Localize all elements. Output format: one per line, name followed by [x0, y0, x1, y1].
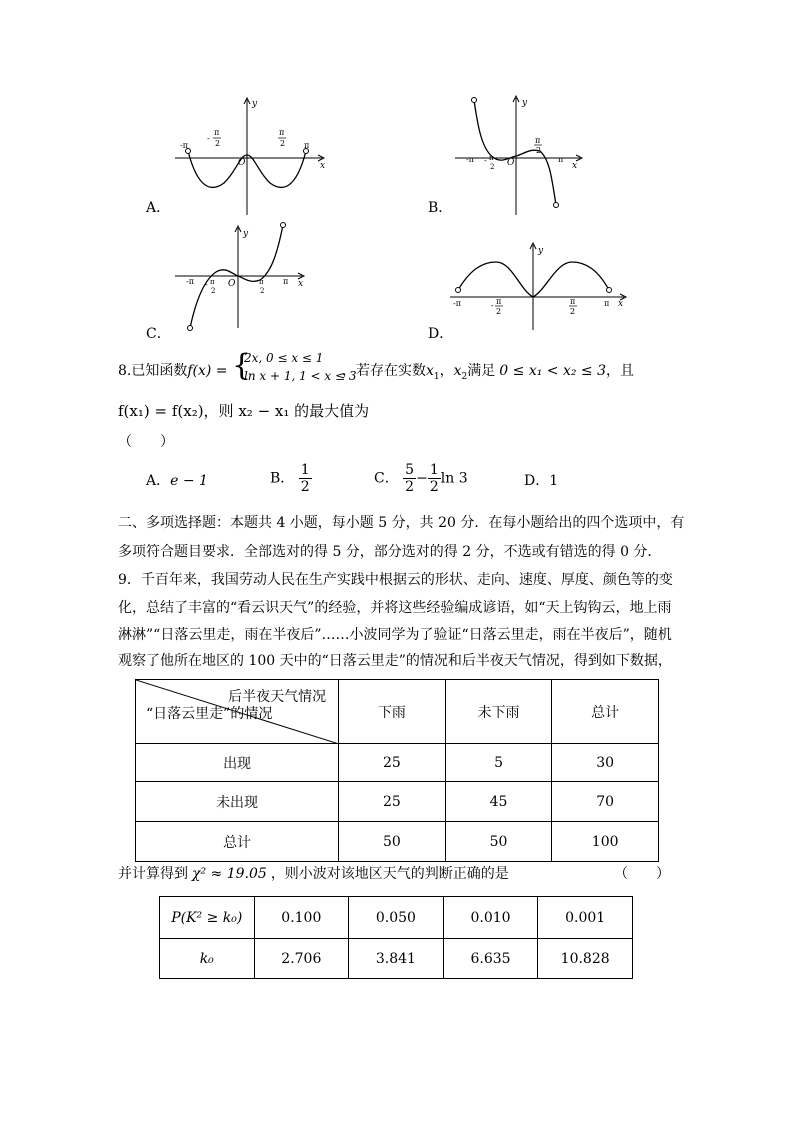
- graph-b-neg-half-den: 2: [490, 163, 495, 171]
- graph-c-x-label: x: [298, 279, 304, 289]
- q8-stem: [118, 361, 228, 383]
- q9-table-cell: 100: [552, 822, 659, 862]
- q8-fx: f(x) =: [187, 363, 228, 379]
- graph-a-neg-pi: -π: [180, 141, 188, 150]
- q8-option-b-numerator: 1: [300, 462, 310, 478]
- graph-d-neg-half-num: π: [496, 297, 502, 306]
- q8-option-c-tail: ln 3: [440, 470, 468, 487]
- section2-intro-line-2: 多项符合题目要求．全部选对的得 5 分，部分选对的得 2 分，不选或有错选的得 0 分．: [118, 544, 662, 560]
- graph-d-pi: π: [604, 299, 610, 308]
- q8-piecewise-brace: {: [232, 348, 252, 383]
- q9-table-cell: 50: [339, 822, 446, 862]
- q9-after-table: [118, 864, 509, 884]
- q9-table-row-label: 总计: [136, 822, 339, 862]
- q9-line-3: 淋淋”“日落云里走，雨在半夜后”……小波同学为了验证“日落云里走，雨在半夜后”，随机: [118, 627, 672, 643]
- q8-option-c-label: C．: [374, 470, 399, 487]
- q9-chi-square: χ² ≈ 19.05: [192, 866, 267, 882]
- q8-condition: 0 ≤ x₁ < x₂ ≤ 3: [499, 363, 607, 379]
- graph-d-half-num: π: [570, 297, 576, 306]
- graph-c-neg-half-num: π: [210, 278, 215, 286]
- graph-c-neg-half-minus: -: [205, 280, 208, 289]
- q8-prefix: 8.已知函数: [118, 363, 188, 379]
- q9-table-diag-top: 后半夜天气情况: [228, 689, 327, 705]
- q9-table-row-label: 出现: [136, 744, 339, 782]
- graph-c-y-label: y: [243, 229, 249, 239]
- graph-b-x-label: x: [572, 161, 578, 171]
- q9-table-cell: 50: [445, 822, 552, 862]
- table-row: [136, 782, 659, 822]
- q9-ktable-cell: 2.706: [254, 939, 349, 979]
- q9-table-cell: 45: [445, 782, 552, 822]
- graph-a-pi: π: [304, 141, 310, 150]
- q9-table-header-rain: 下雨: [339, 680, 446, 744]
- q9-table-header-no-rain: 未下雨: [445, 680, 552, 744]
- graph-a-neg-half-num: π: [214, 128, 220, 137]
- graph-a: [175, 98, 325, 215]
- graph-b-half-num: π: [535, 136, 541, 145]
- q8-stem-tail: [342, 361, 634, 387]
- q9-ktable-cell: 3.841: [349, 939, 444, 979]
- graph-d-neg-pi: -π: [453, 299, 461, 308]
- q9-after-suffix: ，则小波对该地区天气的判断正确的是: [270, 866, 509, 882]
- table-row: [160, 897, 633, 939]
- q9-table-row-label: 未出现: [136, 782, 339, 822]
- q8-option-c-num-2: 1: [429, 462, 439, 478]
- q8-option-c-den-1: 2: [405, 479, 415, 495]
- q9-ktable-cell: 6.635: [443, 939, 538, 979]
- q9-ktable-cell: 0.050: [349, 897, 444, 939]
- table-row: [136, 822, 659, 862]
- q9-ktable-cell: 0.100: [254, 897, 349, 939]
- q8-end: ，且: [606, 363, 635, 379]
- graph-b-neg-pi: -π: [466, 155, 474, 164]
- q9-table-cell: 25: [339, 744, 446, 782]
- q9-ktable-cell: 0.010: [443, 897, 538, 939]
- graph-b-half-den: 2: [536, 146, 542, 155]
- q9-line-1: 9．千百年来，我国劳动人民在生产实践中根据云的形状、走向、速度、厚度、颜色等的变: [118, 572, 673, 588]
- graph-a-neg-half-minus: -: [207, 134, 210, 143]
- q9-ktable-cell: 10.828: [538, 939, 633, 979]
- q8-comma: ，: [439, 363, 454, 379]
- graph-a-y-label: y: [252, 99, 258, 109]
- q8-option-a[interactable]: [146, 471, 208, 491]
- graph-b-y-label: y: [522, 98, 528, 108]
- q8-option-a-value: e − 1: [170, 473, 208, 489]
- graph-d-y-label: y: [538, 246, 544, 256]
- q9-critical-value-table: [159, 896, 633, 979]
- graphs-area: [0, 90, 793, 345]
- graph-c-option-label[interactable]: C．: [146, 326, 171, 342]
- graph-d-neg-half-den: 2: [496, 307, 502, 316]
- q9-ktable-row1-label: P(K² ≥ k₀): [160, 897, 255, 939]
- q8-cond-prefix: 满足: [467, 363, 496, 379]
- q8-mid: ，若存在实数: [342, 363, 426, 379]
- q9-line-4: 观察了他所在地区的 100 天中的“日落云里走”的情况和后半夜天气情况，得到如下数据，: [118, 653, 672, 669]
- graph-b-origin: O: [507, 158, 515, 168]
- graph-b-pi: π: [558, 155, 564, 164]
- q8-option-c-fraction-1: [403, 462, 416, 495]
- graph-b-option-label[interactable]: B．: [428, 200, 453, 216]
- graph-c-neg-half-den: 2: [211, 287, 216, 295]
- graph-d-neg-half-minus: -: [491, 301, 494, 310]
- q8-x2-sub: 2: [461, 371, 468, 382]
- q9-table-diagonal-header: [136, 680, 339, 744]
- q8-option-b-fraction: [299, 462, 312, 495]
- graph-b-neg-half-minus: -: [484, 156, 487, 165]
- q8-option-a-label: A．: [146, 473, 171, 489]
- q9-contingency-table: [135, 679, 659, 862]
- q8-option-c-den-2: 2: [429, 479, 439, 495]
- q8-option-c-fraction-2: [428, 462, 441, 495]
- q8-x1: x: [426, 363, 434, 379]
- q9-table-cell: 5: [445, 744, 552, 782]
- graph-a-x-label: x: [320, 161, 326, 171]
- q8-case-1: 2x, 0 ≤ x ≤ 1: [244, 351, 324, 365]
- graph-a-neg-half-den: 2: [215, 139, 221, 148]
- q8-x1-sub: 1: [433, 371, 440, 382]
- graph-d-x-label: x: [618, 299, 624, 309]
- graph-c-half-den: 2: [260, 287, 265, 295]
- q8-x2: x: [453, 363, 462, 379]
- q9-after-prefix: 并计算得到: [118, 866, 188, 882]
- q9-table-cell: 25: [339, 782, 446, 822]
- q8-line-2: f(x₁) = f(x₂)，则 x₂ − x₁ 的最大值为: [118, 402, 370, 420]
- graph-c-half-num: π: [259, 278, 264, 286]
- graph-a-option-label[interactable]: A．: [146, 200, 171, 216]
- graph-a-half-num: π: [279, 128, 285, 137]
- q9-answer-paren: （ ）: [614, 866, 670, 882]
- q9-ktable-cell: 0.001: [538, 897, 633, 939]
- q9-line-2: 化，总结了丰富的“看云识天气”的经验，并将这些经验编成谚语，如“天上钩钩云，地上雨: [118, 600, 672, 616]
- q8-option-c[interactable]: [374, 462, 468, 502]
- q8-answer-paren: （ ）: [118, 434, 174, 450]
- q9-table-cell: 30: [552, 744, 659, 782]
- q9-table-header-total: 总计: [552, 680, 659, 744]
- graph-c-pi: π: [283, 277, 289, 286]
- q8-option-c-minus: −: [416, 470, 428, 487]
- q8-option-b-label: B．: [270, 470, 295, 487]
- graph-b: [455, 96, 582, 215]
- q9-table-cell: 70: [552, 782, 659, 822]
- graph-a-origin: O: [238, 158, 246, 168]
- graph-c-origin: O: [228, 279, 236, 289]
- graph-c-neg-pi: -π: [186, 277, 194, 286]
- q8-option-b[interactable]: [270, 462, 312, 502]
- q8-option-c-num-1: 5: [405, 462, 415, 478]
- q9-table-diag-bottom: “日落云里走”的情况: [146, 706, 273, 722]
- graph-d-option-label[interactable]: D．: [428, 326, 454, 342]
- section2-intro-line-1: 二、多项选择题：本题共 4 小题，每小题 5 分，共 20 分．在每小题给出的四个选项中，有: [118, 515, 685, 531]
- graph-c: [175, 223, 304, 331]
- q8-option-b-denominator: 2: [300, 479, 310, 495]
- q8-case-2: ln x + 1, 1 < x ≤ 3: [244, 369, 357, 383]
- graph-b-neg-half-num: π: [489, 154, 494, 162]
- graph-d: [450, 243, 626, 330]
- graph-a-half-den: 2: [280, 139, 286, 148]
- q8-option-d[interactable]: D．1: [524, 473, 559, 489]
- q9-ktable-row2-label: k₀: [160, 939, 255, 979]
- graph-d-half-den: 2: [570, 307, 576, 316]
- table-row: [160, 939, 633, 979]
- table-row: [136, 744, 659, 782]
